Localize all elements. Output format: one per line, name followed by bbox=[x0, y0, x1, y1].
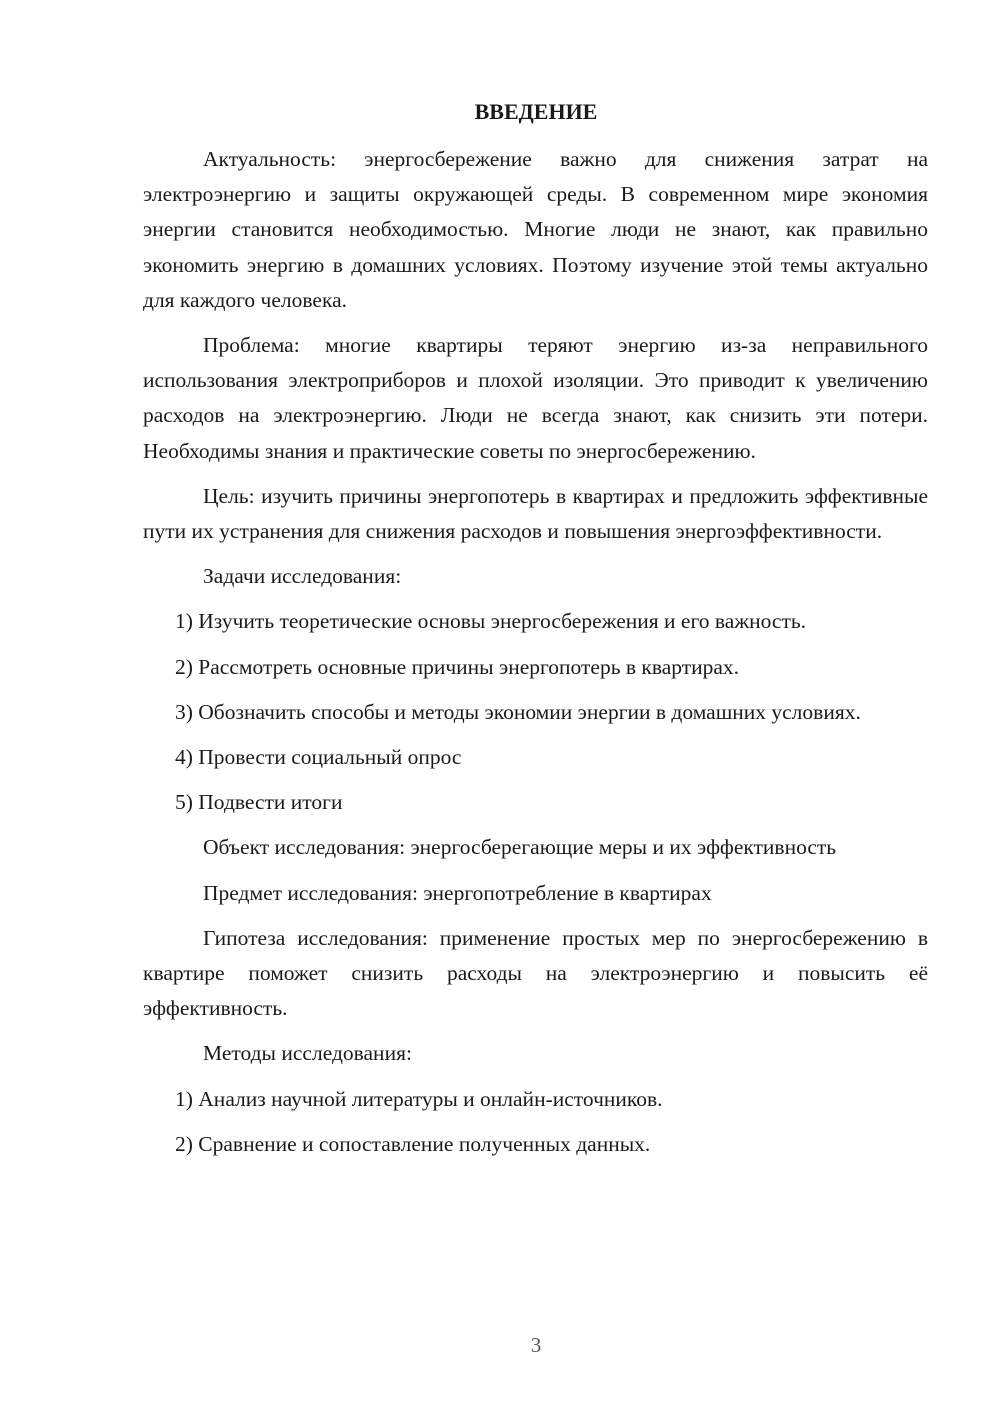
method-item: 2) Сравнение и сопоставление полученных данных. bbox=[175, 1131, 651, 1156]
hypothesis-paragraph: Гипотеза исследования: применение простых мер по энергосбережению в квартире поможет снизить расходы на электроэнергию и повысить её эффективность. bbox=[143, 925, 928, 1021]
subject-paragraph: Предмет исследования: энергопотребление в квартирах bbox=[203, 880, 712, 905]
problem-paragraph: Проблема: многие квартиры теряют энергию из-за неправильного использования электроприборов и плохой изоляции. Это приводит к увеличению расходов на электроэнергию. Люди не всегда знают, как снизить эти потери. Необходимы знания и практические советы по энергосбережению. bbox=[143, 333, 928, 463]
document-body bbox=[143, 142, 928, 1172]
task-item: 2) Рассмотреть основные причины энергопотерь в квартирах. bbox=[175, 654, 740, 679]
task-item: 5) Подвести итоги bbox=[175, 790, 343, 815]
object-paragraph: Объект исследования: энергосберегающие меры и их эффективность bbox=[203, 835, 837, 860]
goal-paragraph: Цель: изучить причины энергопотерь в квартирах и предложить эффективные пути их устранения для снижения расходов и повышения энергоэффективности. bbox=[143, 483, 928, 544]
task-item: 1) Изучить теоретические основы энергосбережения и его важность. bbox=[175, 609, 807, 634]
tasks-label: Задачи исследования: bbox=[203, 564, 402, 589]
task-item: 3) Обозначить способы и методы экономии энергии в домашних условиях. bbox=[175, 699, 861, 724]
relevance-paragraph: Актуальность: энергосбережение важно для снижения затрат на электроэнергию и защиты окружающей среды. В современном мире экономия энергии становится необходимостью. Многие люди не знают, как правильно экономить энергию в домашних условиях. Поэтому изучение этой темы актуально для каждого человека. bbox=[143, 147, 928, 312]
task-item: 4) Провести социальный опрос bbox=[175, 745, 462, 770]
method-item: 1) Анализ научной литературы и онлайн-источников. bbox=[175, 1086, 663, 1111]
methods-label: Методы исследования: bbox=[203, 1041, 412, 1066]
page-title: ВВЕДЕНИЕ bbox=[474, 99, 598, 124]
page-number: 3 bbox=[530, 1333, 542, 1357]
